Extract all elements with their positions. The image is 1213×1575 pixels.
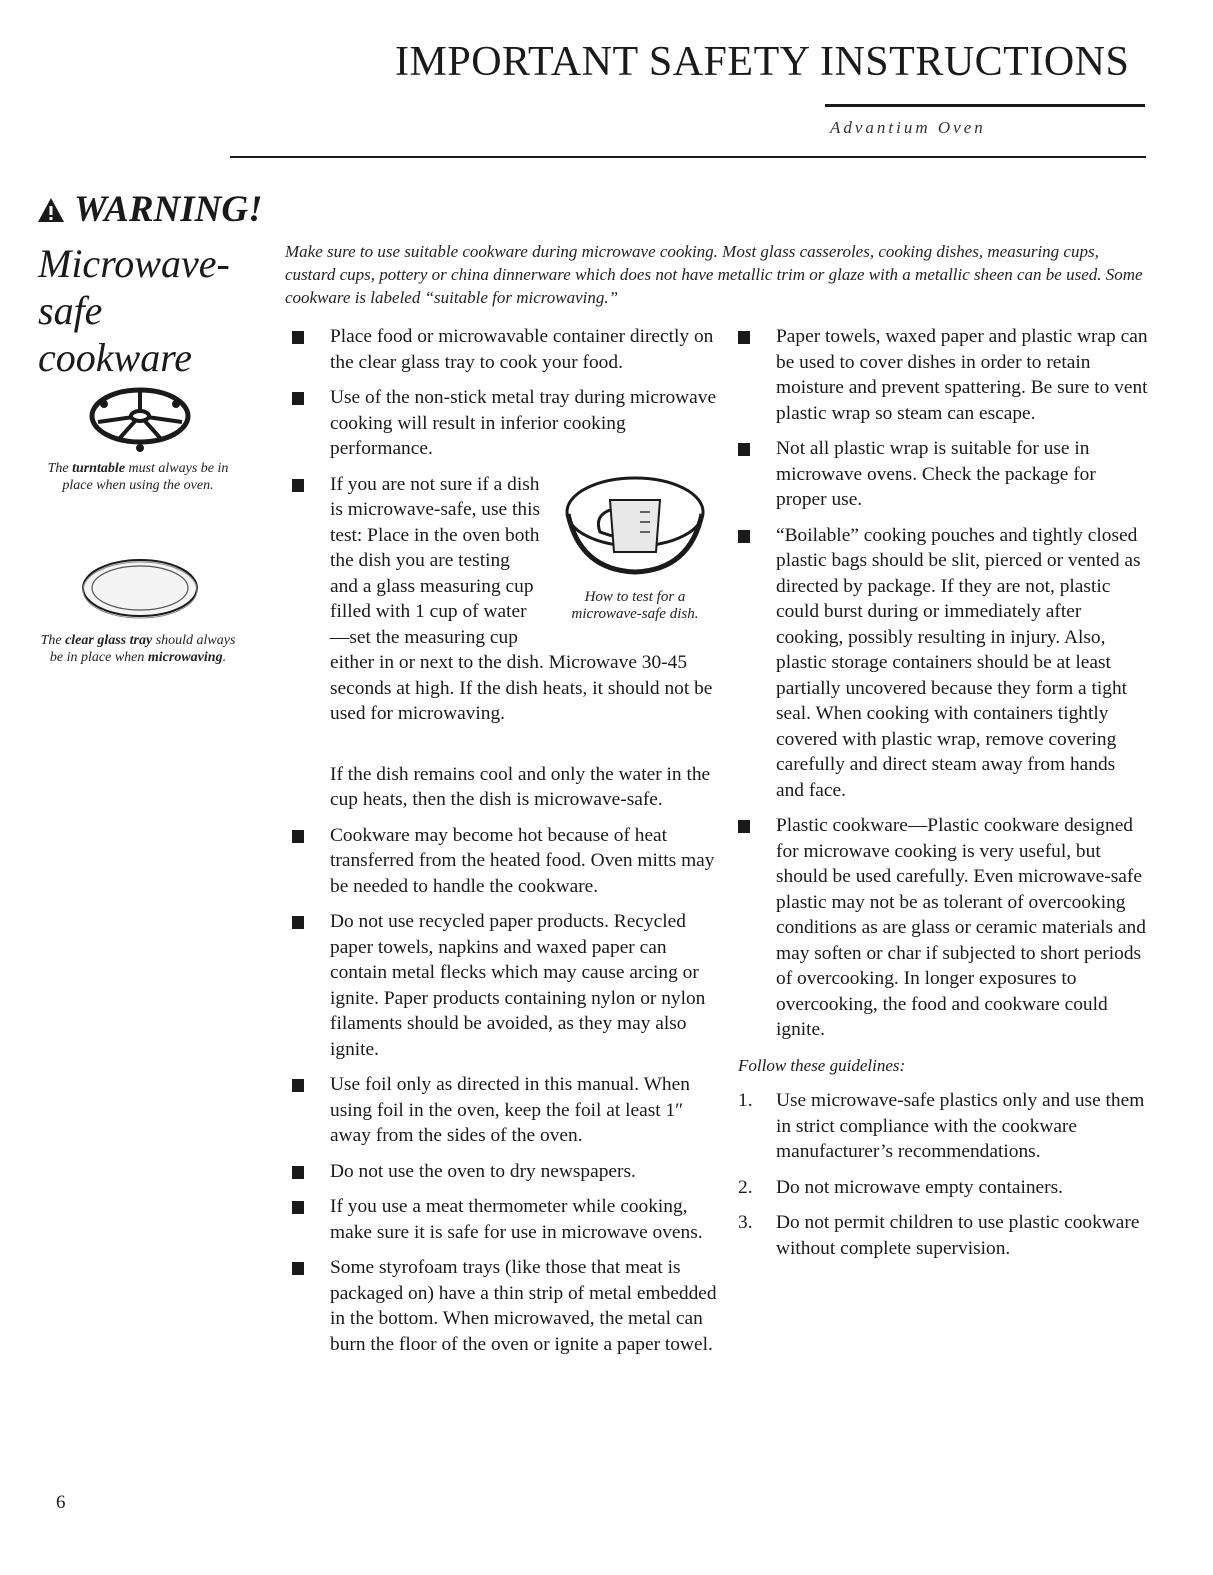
list-item: Use of the non-stick metal tray during microwave cooking will result in inferior cooking performance. <box>292 385 720 462</box>
list-item: If you use a meat thermometer while cooking, make sure it is safe for use in microwave ovens. <box>292 1194 720 1245</box>
intro-paragraph: Make sure to use suitable cookware during microwave cooking. Most glass casseroles, cooking dishes, measuring cups, custard cups, pottery or china dinnerware which does not have metallic trim or glaze with a metallic sheen can be used. Some cookware is labeled “suitable for microwaving.” <box>285 242 1143 307</box>
bullet-icon <box>292 1079 304 1092</box>
bullet-icon <box>738 530 750 543</box>
turntable-caption: The turntable must always be in place when using the oven. <box>47 461 229 493</box>
guideline-item: 2. Do not microwave empty containers. <box>738 1176 1064 1198</box>
header-rule <box>230 156 1146 158</box>
test-caption: How to test for a microwave-safe dish. <box>571 589 699 622</box>
left-column <box>292 324 720 1367</box>
warning-label: WARNING! <box>74 189 263 230</box>
list-item: “Boilable” cooking pouches and tightly closed plastic bags should be slit, pierced or vented as directed by package. If they are not, plastic could burst during or immediately after cooking, possibly resulting in injury. Also, plastic storage containers should be at least partially uncovered because they form a tight seal. When cooking with containers tightly covered with plastic wrap, remove covering carefully and direct steam away from hands and face. <box>738 523 1148 804</box>
page-title: IMPORTANT SAFETY INSTRUCTIONS <box>395 39 1130 85</box>
bullet-icon <box>292 1262 304 1275</box>
list-item: Cookware may become hot because of heat transferred from the heated food. Oven mitts may be needed to handle the cookware. <box>292 823 720 900</box>
list-item: Not all plastic wrap is suitable for use in microwave ovens. Check the package for proper use. <box>738 436 1148 513</box>
list-item: Some styrofoam trays (like those that meat is packaged on) have a thin strip of metal embedded in the bottom. When microwaved, the metal can burn the floor of the oven or ignite a paper towel. <box>292 1255 720 1357</box>
list-item: Do not use the oven to dry newspapers. <box>292 1159 720 1185</box>
bullet-icon <box>292 392 304 405</box>
list-item: Place food or microwavable container directly on the clear glass tray to cook your food. <box>292 324 720 375</box>
bullet-icon <box>292 1166 304 1179</box>
bowl-with-cup-illustration <box>560 474 710 578</box>
bullet-icon <box>292 479 304 492</box>
list-item: Paper towels, waxed paper and plastic wrap can be used to cover dishes in order to retain moisture and prevent spattering. Be sure to vent plastic wrap so steam can escape. <box>738 324 1148 426</box>
paragraph: If the dish remains cool and only the water in the cup heats, then the dish is microwave-safe. <box>330 763 711 810</box>
bullet-icon <box>738 331 750 344</box>
bullet-icon <box>292 916 304 929</box>
bullet-icon <box>738 443 750 456</box>
bullet-icon <box>292 830 304 843</box>
guideline-item: 1. Use microwave-safe plastics only and use them in strict compliance with the cookware manufacturer’s recommendations. <box>738 1090 1145 1162</box>
test-figure <box>550 474 720 624</box>
guideline-item: 3. Do not permit children to use plastic cookware without complete supervision. <box>738 1212 1140 1259</box>
header-rule-short <box>825 104 1145 107</box>
list-item: Use foil only as directed in this manual. When using foil in the oven, keep the foil at least 1″ away from the sides of the oven. <box>292 1072 720 1149</box>
bullet-icon <box>292 331 304 344</box>
list-item: Do not use recycled paper products. Recycled paper towels, napkins and waxed paper can contain metal flecks which may cause arcing or ignite. Paper products containing nylon or nylon filaments should be avoided, as they may also ignite. <box>292 909 720 1062</box>
list-item: How to test for a microwave-safe dish. If you are not sure if a dish is microwave-safe, use this test: Place in the oven both the dish you are testing and a glass measuring cup filled with 1 cup of water—set the measuring cup either in or next to the dish. Microwave 30-45 seconds at high. If the dish heats, it should not be used for microwaving. <box>292 472 720 752</box>
list-item: Plastic cookware—Plastic cookware designed for microwave cooking is very useful, but should be used carefully. Even microwave-safe plastic may not be as tolerant of overcooking conditions as are glass or ceramic materials and may soften or char if subjected to short periods of overcooking. In longer exposures to overcooking, the food and cookware could ignite. <box>738 813 1148 1043</box>
right-column <box>738 324 1148 1271</box>
bullet-icon <box>738 820 750 833</box>
product-subtitle: Advantium Oven <box>830 118 986 137</box>
page-number: 6 <box>56 1492 66 1513</box>
glass-tray-illustration <box>80 556 200 627</box>
section-title: Microwave-safe cookware <box>38 241 230 380</box>
glass-tray-caption: The clear glass tray should always be in place when microwaving. <box>40 633 236 665</box>
warning-heading <box>36 188 262 234</box>
turntable-illustration <box>84 378 196 459</box>
warning-triangle-icon <box>36 191 66 234</box>
guidelines-label: Follow these guidelines: <box>738 1055 906 1075</box>
bullet-icon <box>292 1201 304 1214</box>
